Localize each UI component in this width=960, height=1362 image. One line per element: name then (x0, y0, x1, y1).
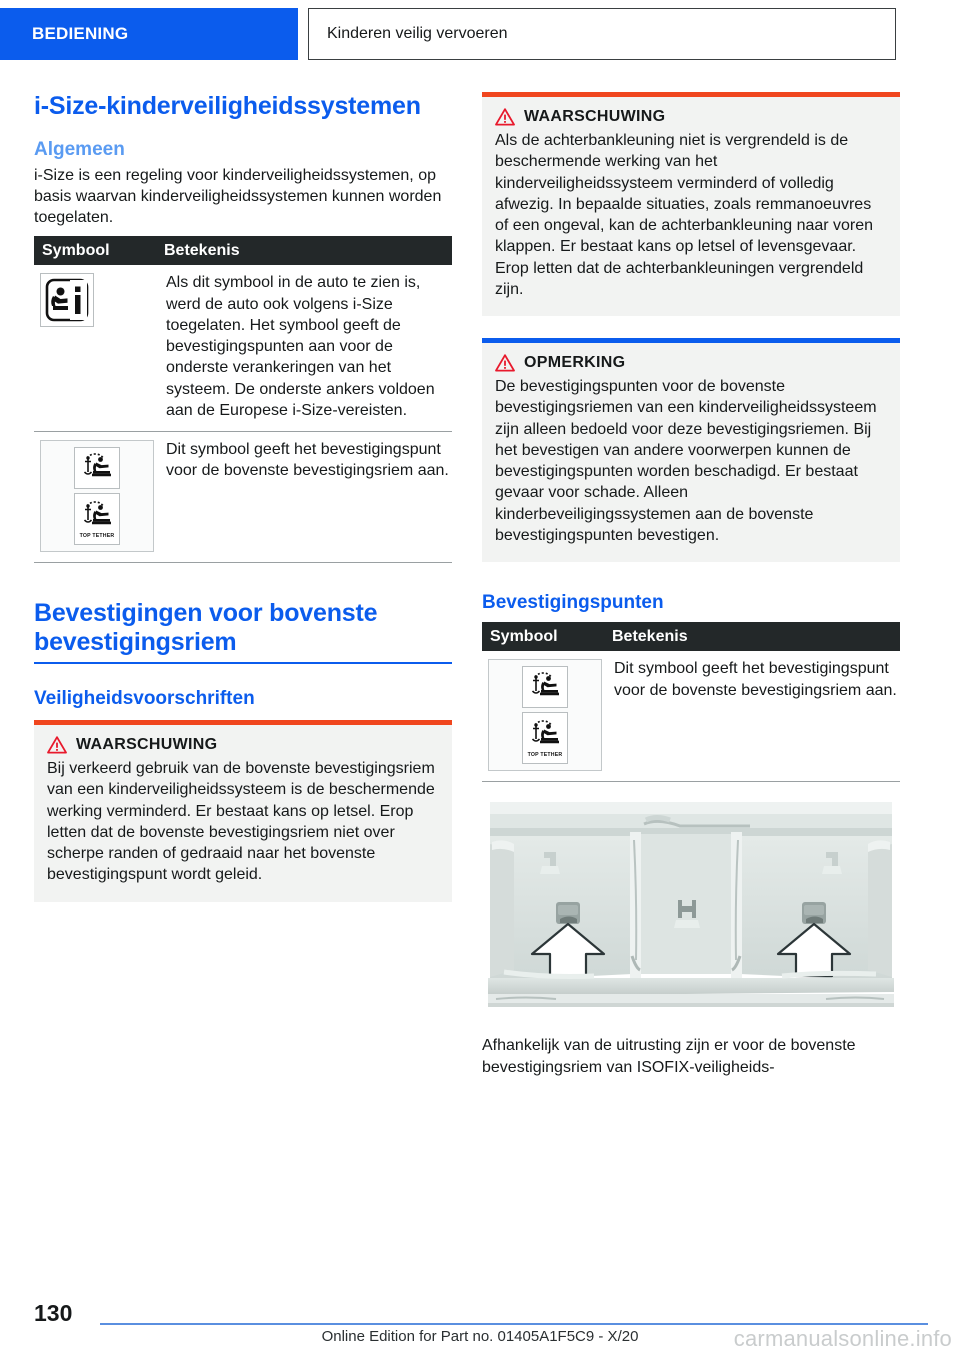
page-title: i-Size-kinderveiligheidssystemen (34, 92, 421, 120)
table-header-row (34, 236, 452, 265)
i-size-child-seat-icon (40, 273, 94, 327)
table-cell-meaning: Als dit symbool in de auto te zien is, werd de auto ook volgens i-Size toegelaten. Het symbool geeft de bevestigingspunten aan voor de onderste verankeringen van het systeem. De onderste ankers voldoen aan de Europese i-Size-vereisten. (166, 274, 435, 419)
right-column (482, 92, 900, 1078)
warning-title-right (495, 108, 887, 126)
table-cell-symbol (482, 651, 608, 781)
warning-text-right: Als de achterbankleuning niet is vergrendeld is de beschermende werking van het kinderveiligheidssysteem verminderd of volledig afwezig. In bepaalde situaties, zoals remmanoeuvres of een ongeval, kan de achterbankleuning naar voren klappen. Er bestaat kans op letsel of levensgevaar. Erop letten dat de achterbankleuningen vergrendeld zijn. (495, 132, 874, 298)
tether-glyph-upper (522, 666, 568, 708)
table-row (482, 651, 900, 782)
section-title-label: Kinderen veilig vervoeren (327, 25, 508, 42)
edition-note: Online Edition for Part no. 01405A1F5C9 - X/20 (321, 1328, 639, 1345)
left-column (34, 92, 452, 902)
note-title (495, 354, 887, 372)
warning-triangle-icon (495, 108, 515, 126)
warning-triangle-icon (47, 736, 67, 754)
chapter-tab-label: BEDIENING (32, 24, 129, 43)
table-header-meaning: Betekenis (164, 241, 240, 259)
page-title-secondary: Bevestigingen voor bovenste bevestigingsriem (34, 599, 378, 656)
running-header (0, 8, 960, 60)
warning-box-right (482, 92, 900, 316)
table-header-row (482, 622, 900, 651)
warning-title-left (47, 736, 439, 754)
tether-glyph-lower (522, 712, 568, 764)
section-title-box (308, 8, 896, 60)
warning-box-left (34, 720, 452, 902)
site-watermark: carmanualsonline.info (733, 1326, 952, 1351)
top-tether-icon (488, 659, 602, 771)
symbol-table-left (34, 236, 452, 563)
illustration-caption: Afhankelijk van de uitrusting zijn er voor de bovenste bevestigingsriem van ISOFIX-veiligheids- (482, 1037, 856, 1076)
table-header-symbol: Symbool (490, 627, 558, 645)
table-cell-meaning: Dit symbool geeft het bevestigingspunt voor de bovenste bevestigingsriem aan. (166, 441, 449, 480)
tether-caption: TOP TETHER (79, 532, 115, 539)
heading-algemeen: Algemeen (34, 138, 125, 160)
table-cell-symbol (34, 265, 160, 431)
chapter-tab (0, 8, 298, 60)
heading-veiligheidsvoorschriften: Veiligheidsvoorschriften (34, 688, 255, 710)
table-header-meaning: Betekenis (612, 627, 688, 645)
heading-bevestigingspunten: Bevestigingspunten (482, 592, 664, 614)
note-label: OPMERKING (524, 354, 626, 372)
table-row (34, 265, 452, 432)
footer-divider (100, 1323, 928, 1325)
page-number: 130 (34, 1300, 73, 1326)
rear-seat-top-tether-anchor-points-photo (482, 796, 900, 1021)
top-tether-icon (40, 440, 154, 552)
warning-label-left: WAARSCHUWING (76, 736, 218, 754)
warning-label-right: WAARSCHUWING (524, 108, 666, 125)
table-cell-meaning: Dit symbool geeft het bevestigingspunt voor de bovenste bevestigingsriem aan. (614, 660, 897, 699)
tether-glyph-upper (74, 447, 120, 489)
note-box (482, 338, 900, 562)
table-cell-symbol (34, 432, 160, 562)
note-text: De bevestigingspunten voor de bovenste bevestigingsriemen van een kinderveiligheidssysteem zijn alleen bedoeld voor deze bevestigingsriemen. Bij het bevestigen van andere voorwerpen kunnen de bevestigingspunten worden beschadigd. Er bestaat gevaar voor schade. Alleen kinderbeveiligingssystemen aan de bovenste bevestigingspunten bevestigen. (495, 378, 877, 544)
warning-triangle-icon (495, 354, 515, 372)
page-footer (0, 1290, 960, 1362)
intro-paragraph: i-Size is een regeling voor kinderveiligheidssystemen, op basis waarvan kinderveiligheidssystemen kunnen worden toegelaten. (34, 166, 442, 227)
table-row (34, 432, 452, 563)
symbol-table-right (482, 622, 900, 782)
warning-text-left: Bij verkeerd gebruik van de bovenste bevestigingsriem van een kinderveiligheidssysteem is de beschermende werking verminderd. Er bestaat kans op letsel. Erop letten dat de bovenste bevestigingsriem niet over scherpe randen of gedraaid naar het bovenste bevestigingspunt wordt geleid. (47, 760, 435, 884)
tether-glyph-lower (74, 493, 120, 545)
heading-rule (34, 662, 452, 664)
tether-caption: TOP TETHER (527, 751, 563, 758)
table-header-symbol: Symbool (42, 241, 110, 259)
